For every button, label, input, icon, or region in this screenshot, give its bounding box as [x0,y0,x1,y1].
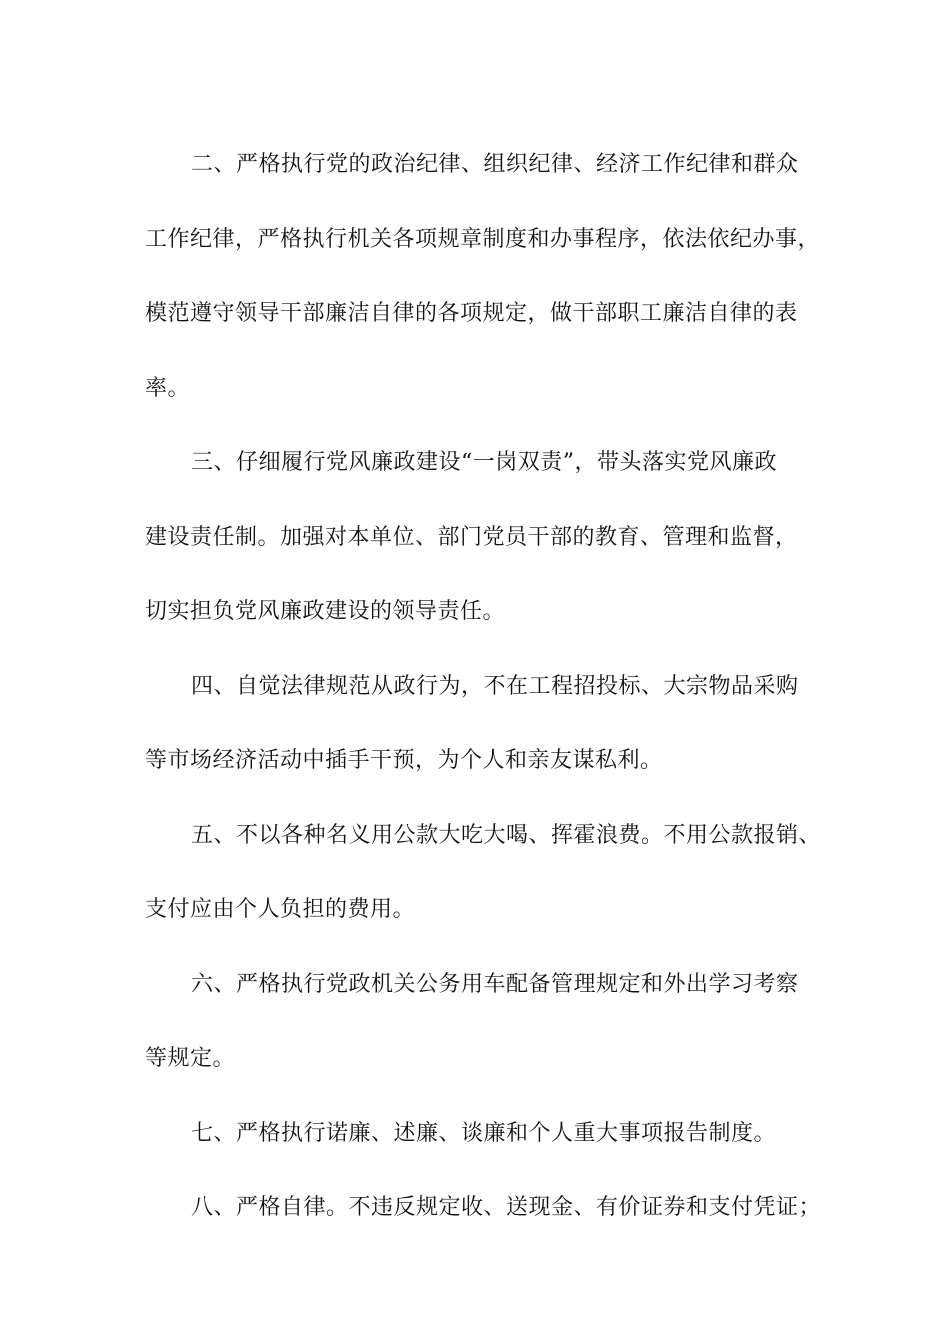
para-4-line-1: 四、自觉法律规范从政行为，不在工程招投标、大宗物品采购 [191,673,799,699]
para-2-line-4: 率。 [145,375,191,401]
para-2-line-3: 模范遵守领导干部廉洁自律的各项规定，做干部职工廉洁自律的表 [145,301,798,326]
para-4-line-2: 等市场经济活动中插手干预，为个人和亲友谋私利。 [145,748,663,773]
para-6-line-2: 等规定。 [145,1046,236,1071]
para-2-line-1: 二、严格执行党的政治纪律、组织纪律、经济工作纪律和群众 [191,152,799,177]
para-7-line-1: 七、严格执行诺廉、述廉、谈廉和个人重大事项报告制度。 [191,1120,777,1146]
para-3-line-2: 建设责任制。加强对本单位、部门党员干部的教育、管理和监督， [145,524,798,550]
document-body [145,128,830,1246]
para-3-line-3: 切实担负党风廉政建设的领导责任。 [145,599,506,624]
para-2-line-2: 工作纪律，严格执行机关各项规章制度和办事程序，依法依纪办事， [145,226,821,252]
para-5-line-1: 五、不以各种名义用公款大吃大喝、挥霍浪费。不用公款报销、 [191,822,822,848]
para-3-line-1: 三、仔细履行党风廉政建设“一岗双责”，带头落实党风廉政 [191,450,777,475]
para-6-line-1: 六、严格执行党政机关公务用车配备管理规定和外出学习考察 [191,971,799,997]
para-8-line-1: 八、严格自律。不违反规定收、送现金、有价证券和支付凭证； [191,1195,822,1220]
para-5-line-2: 支付应由个人负担的费用。 [145,897,416,922]
